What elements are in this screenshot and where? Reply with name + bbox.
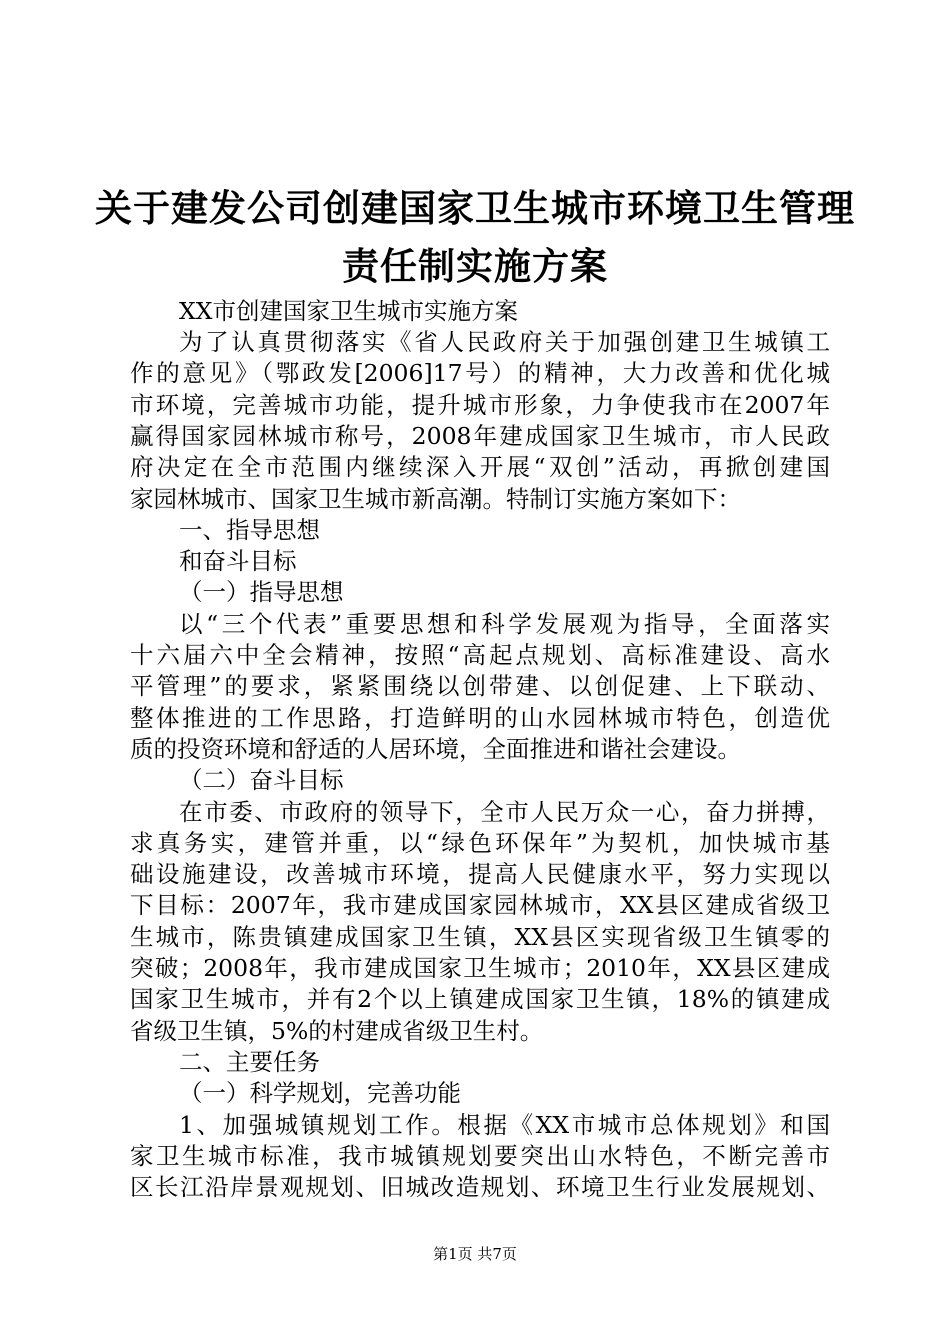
paragraph-line: 为了认真贯彻落实《省人民政府关于加强创建卫生城镇工 [179, 328, 830, 356]
paragraph-line: 以“三个代表”重要思想和科学发展观为指导，全面落实 [179, 610, 830, 638]
paragraph-line: 生城市，陈贵镇建成国家卫生镇，XX县区实现省级卫生镇零的 [130, 923, 830, 951]
paragraph-line: 府决定在全市范围内继续深入开展“双创”活动，再掀创建国 [130, 453, 830, 481]
paragraph-line: 下目标：2007年，我市建成国家园林城市，XX县区建成省级卫 [130, 891, 830, 919]
section-heading: 一、指导思想 [179, 516, 320, 544]
paragraph-line: 国家卫生城市，并有2个以上镇建成国家卫生镇，18%的镇建成 [130, 985, 830, 1013]
subsection-heading: （二）奋斗目标 [179, 766, 344, 794]
paragraph-line: 整体推进的工作思路，打造鲜明的山水园林城市特色，创造优 [130, 704, 830, 732]
paragraph-line: 十六届六中全会精神，按照“高起点规划、高标准建设、高水 [130, 641, 830, 669]
paragraph-line: 区长江沿岸景观规划、旧城改造规划、环境卫生行业发展规划、 [130, 1173, 830, 1201]
paragraph-line: 在市委、市政府的领导下，全市人民万众一心，奋力拼搏， [179, 798, 830, 826]
section-heading: 二、主要任务 [179, 1048, 320, 1076]
paragraph-line: 求真务实，建管并重，以“绿色环保年”为契机，加快城市基 [130, 829, 830, 857]
document-title-line-1: 关于建发公司创建国家卫生城市环境卫生管理 [95, 186, 855, 230]
subsection-heading: （一）指导思想 [179, 578, 344, 606]
paragraph-line: 家卫生城市标准，我市城镇规划要突出山水特色，不断完善市 [130, 1142, 830, 1170]
paragraph-line: 础设施建设，改善城市环境，提高人民健康水平，努力实现以 [130, 860, 830, 888]
paragraph-line: 赢得国家园林城市称号，2008年建成国家卫生城市，市人民政 [130, 422, 830, 450]
section-heading-plan-name: XX市创建国家卫生城市实施方案 [179, 297, 518, 325]
paragraph-line: 质的投资环境和舒适的人居环境，全面推进和谐社会建设。 [130, 735, 741, 763]
paragraph-line: 家园林城市、国家卫生城市新高潮。特制订实施方案如下： [130, 485, 741, 513]
paragraph-line: 突破；2008年，我市建成国家卫生城市；2010年，XX县区建成 [130, 954, 830, 982]
paragraph-line: 平管理”的要求，紧紧围绕以创带建、以创促建、上下联动、 [130, 672, 830, 700]
section-heading: 和奋斗目标 [179, 547, 297, 575]
subsection-heading: （一）科学规划，完善功能 [179, 1079, 461, 1107]
page-footer: 第1页 共7页 [433, 1245, 517, 1263]
paragraph-line: 作的意见》（鄂政发[2006]17号）的精神，大力改善和优化城 [130, 359, 830, 387]
paragraph-line: 市环境，完善城市功能，提升城市形象，力争使我市在2007年 [130, 391, 830, 419]
document-title-line-2: 责任制实施方案 [342, 244, 608, 288]
paragraph-line: 省级卫生镇，5%的村建成省级卫生村。 [130, 1017, 544, 1045]
paragraph-line: 1、加强城镇规划工作。根据《XX市城市总体规划》和国 [179, 1111, 830, 1139]
